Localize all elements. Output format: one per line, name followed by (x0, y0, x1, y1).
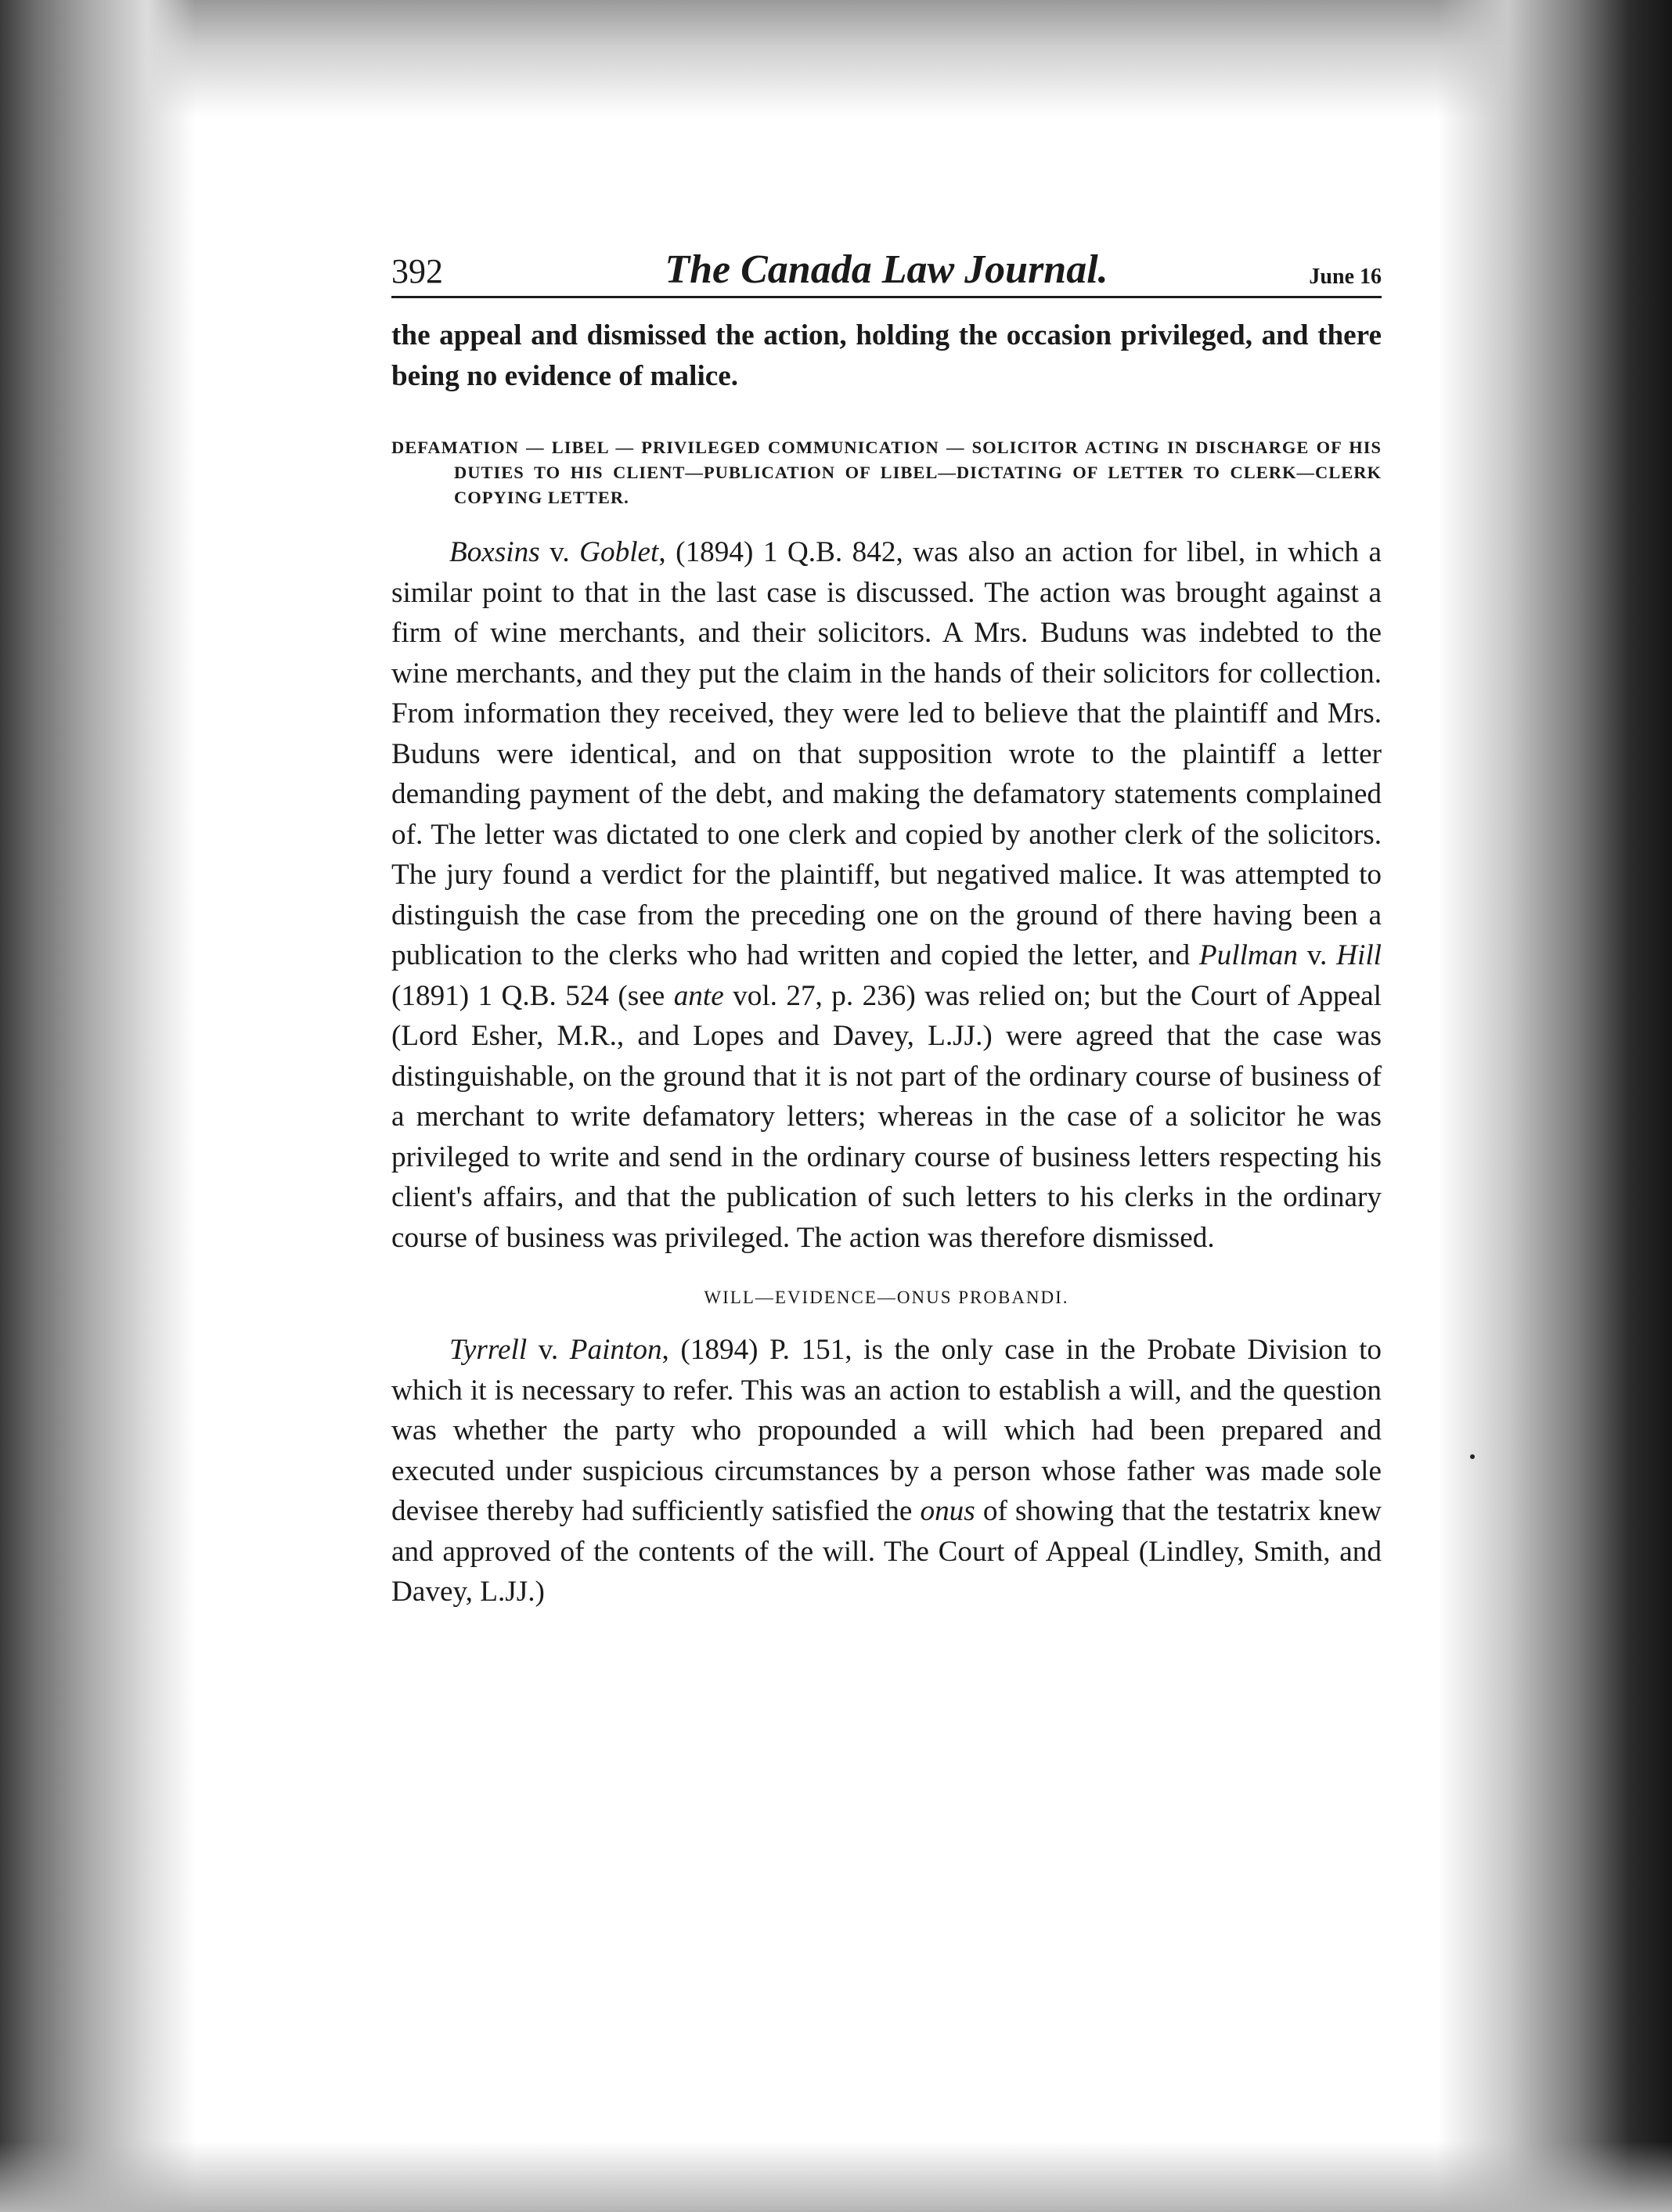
case2-defendant: Painton (569, 1334, 662, 1366)
case-tyrrell-paragraph: Tyrrell v. Painton, (1894) P. 151, is the only case in the Probate Division to which it is necessary to refer. This was an action to establish a will, and the question was whether the party who propounded a will which had been prepared and executed under suspicious circumstances by a person whose father was made sole devisee thereby had sufficiently satisfied the onus of showing that the testatrix knew and approved of the contents of the will. The Court of Appeal (Lindley, Smith, and Davey, L.JJ.) (391, 1334, 1382, 1608)
ante-ref: ante (673, 979, 724, 1012)
scan-edge-bottom (0, 2142, 1672, 2212)
running-head (391, 243, 1382, 298)
case-text: , (1894) 1 Q.B. 842, was also an action for libel, in which a similar point to that in the last case is discussed. The action was brought against a firm of wine merchants, and their solicitors. A Mrs. Buduns was indebted to the wine merchants, and they put the claim in the hands of their solicitors for collection. From information they received, they were led to believe that the plaintiff and Mrs. Buduns were identical, and on that supposition wrote to the plaintiff a letter demanding payment of the debt, and making the defamatory statements complained of. The letter was dictated to one clerk and copied by another clerk of the solicitors. The jury found a verdict for the plaintiff, but negatived malice. It was attempted to distinguish the case from the preceding one on the ground of there having been a publication to the clerks who had written and copied the letter, and (391, 536, 1382, 971)
journal-page (391, 243, 1382, 1612)
case-plaintiff: Boxsins (449, 536, 540, 568)
headnote-defamation: DEFAMATION — LIBEL — PRIVILEGED COMMUNICATION — SOLICITOR ACTING IN DISCHARGE OF HIS DUTIES TO HIS CLIENT—PUBLICATION OF LIBEL—DICTATING OF LETTER TO CLERK—CLERK COPYING LETTER. (391, 438, 1382, 507)
issue-date: June 16 (1309, 265, 1382, 289)
scan-speck (1470, 1454, 1475, 1459)
opening-paragraph: the appeal and dismissed the action, holding the occasion privileged, and there being no evidence of malice. (391, 319, 1382, 392)
ref-defendant: Hill (1336, 939, 1382, 971)
journal-title: The Canada Law Journal. (665, 247, 1108, 292)
page-number: 392 (391, 252, 443, 290)
scan-edge-right (1437, 0, 1672, 2212)
case2-text-b: of showing that the testatrix knew and approved of the contents of the will. The Court of Appeal (Lindley, Smith, and Davey, L.JJ.) (391, 1495, 1382, 1608)
scan-edge-top (0, 0, 1672, 117)
ref-plaintiff: Pullman (1198, 939, 1298, 971)
onus-term: onus (920, 1495, 975, 1527)
case-continuation: vol. 27, p. 236) was relied on; but the Court of Appeal (Lord Esher, M.R., and Lopes and Davey, L.JJ.) were agreed that the case was distinguishable, on the ground that it is not part of the ordinary course of business of a merchant to write defamatory letters; whereas in the case of a solicitor he was privileged to write and send in the ordinary course of business letters respecting his client's affairs, and that the publication of such letters to his clerks in the ordinary course of business was privileged. The action was therefore dismissed. (391, 979, 1382, 1254)
ref-citation: (1891) 1 Q.B. 524 (see (391, 979, 674, 1012)
case2-plaintiff: Tyrrell (449, 1334, 528, 1366)
case-defendant: Goblet (579, 536, 659, 568)
section-heading-will: WILL—EVIDENCE—ONUS PROBANDI. (704, 1288, 1069, 1307)
scan-edge-left (0, 0, 196, 2212)
case-boxsins-paragraph: Boxsins v. Goblet, (1894) 1 Q.B. 842, was also an action for libel, in which a similar point to that in the last case is discussed. The action was brought against a firm of wine merchants, and their solicitors. A Mrs. Buduns was indebted to the wine merchants, and they put the claim in the hands of their solicitors for collection. From information they received, they were led to believe that the plaintiff and Mrs. Buduns were identical, and on that supposition wrote to the plaintiff a letter demanding payment of the debt, and making the defamatory statements complained of. The letter was dictated to one clerk and copied by another clerk of the solicitors. The jury found a verdict for the plaintiff, but negatived malice. It was attempted to distinguish the case from the preceding one on the ground of there having been a publication to the clerks who had written and copied the letter, and Pullman v. Hill (1891) 1 Q.B. 524 (see ante vol. 27, p. 236) was relied on; but the Court of Appeal (Lord Esher, M.R., and Lopes and Davey, L.JJ.) were agreed that the case was distinguishable, on the ground that it is not part of the ordinary course of business of a merchant to write defamatory letters; whereas in the case of a solicitor he was privileged to write and send in the ordinary course of business letters respecting his client's affairs, and that the publication of such letters to his clerks in the ordinary course of business was privileged. The action was therefore dismissed. (391, 536, 1382, 1254)
case2-text-a: , (1894) P. 151, is the only case in the Probate Division to which it is necessary to refer. This was an action to establish a will, and the question was whether the party who propounded a will which had been prepared and executed under suspicious circumstances by a person whose father was made sole devisee thereby had sufficiently satisfied the (391, 1334, 1382, 1527)
